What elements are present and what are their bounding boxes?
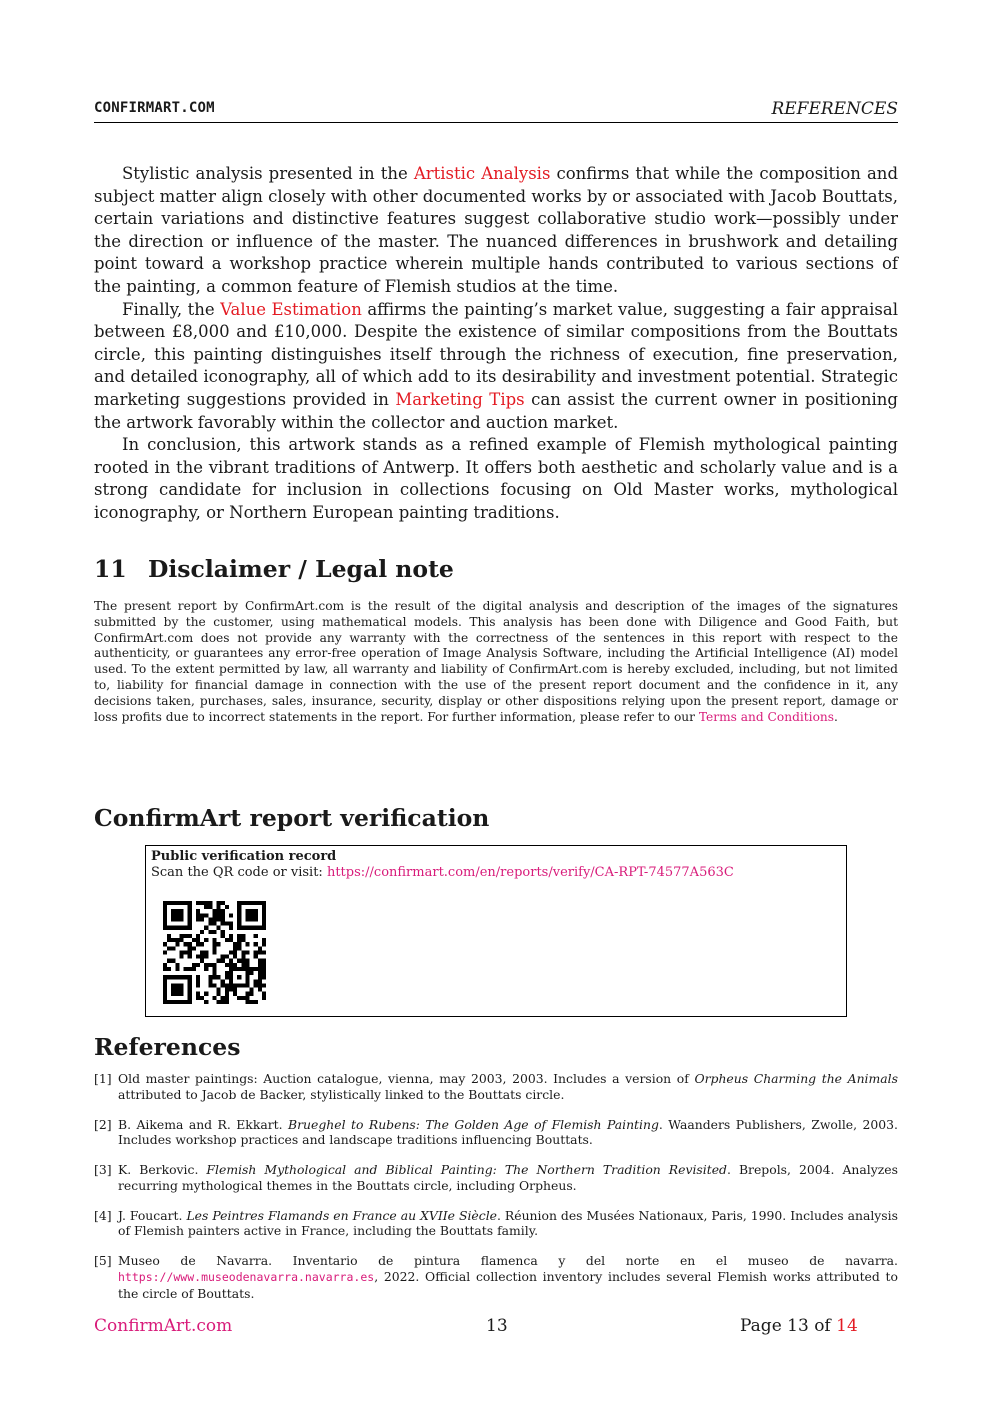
reference-text: , 2022. Official collection inventory includes several Flemish works attributed to the circle of Bouttats. bbox=[118, 1268, 898, 1301]
paragraph-text: can assist the current owner in positioning the artwork favorably within the collector and auction market. bbox=[94, 389, 898, 432]
reference-index: [2] bbox=[94, 1116, 112, 1132]
qr-code-icon[interactable] bbox=[163, 901, 266, 1004]
paragraph-value bbox=[94, 299, 898, 435]
verification-box-title: Public verification record bbox=[151, 849, 337, 864]
reference-title: Orpheus Charming the Animals bbox=[694, 1071, 898, 1086]
reference-item bbox=[94, 1208, 898, 1239]
scan-text: Scan the QR code or visit: bbox=[151, 865, 327, 880]
reference-index: [1] bbox=[94, 1071, 112, 1086]
marketing-tips-link[interactable]: Marketing Tips bbox=[395, 389, 525, 409]
verification-heading: ConfirmArt report verification bbox=[94, 804, 490, 832]
reference-text: attributed to Jacob de Backer, stylistically linked to the Bouttats circle. bbox=[118, 1086, 565, 1102]
paragraph-text: Finally, the bbox=[122, 299, 221, 319]
header-logo: CONFIRMART.COM bbox=[94, 100, 215, 116]
reference-list bbox=[94, 1071, 898, 1315]
reference-title: Flemish Mythological and Biblical Painting: The Northern Tradition Revisited bbox=[206, 1162, 727, 1178]
reference-text: K. Berkovic. bbox=[118, 1162, 207, 1178]
references-heading: References bbox=[94, 1033, 241, 1061]
reference-text: Museo de Navarra. Inventario de pintura flamenca y del norte en el museo de navarra. bbox=[118, 1253, 898, 1269]
reference-item bbox=[94, 1117, 898, 1148]
last-page-link[interactable]: 14 bbox=[836, 1316, 858, 1336]
footer-page-number: 13 bbox=[486, 1316, 508, 1336]
reference-index: [3] bbox=[94, 1162, 112, 1178]
disclaimer-heading bbox=[94, 555, 454, 583]
paragraph-text: Stylistic analysis presented in the bbox=[122, 164, 414, 183]
page-label: Page 13 of bbox=[740, 1316, 837, 1336]
section-title: Disclaimer / Legal note bbox=[148, 555, 454, 583]
reference-text: . Réunion des Musées Nationaux, Paris, 1990. Includes analysis of Flemish painters active in France, including the Bouttats family. bbox=[118, 1207, 898, 1239]
reference-text: Old master paintings: Auction catalogue, vienna, may 2003, 2003. Includes a version of bbox=[118, 1071, 695, 1086]
reference-text: B. Aikema and R. Ekkart. bbox=[118, 1116, 288, 1132]
paragraph-conclusion: In conclusion, this artwork stands as a refined example of Flemish mythological painting rooted in the vibrant traditions of Antwerp. It offers both aesthetic and scholarly value and is a strong candidate for inclusion in collections focusing on Old Master works, mythological iconography, or Northern European painting traditions. bbox=[94, 435, 898, 522]
museo-navarra-url-link[interactable]: https://www.museodenavarra.navarra.es bbox=[118, 1269, 375, 1284]
reference-text: J. Foucart. bbox=[118, 1207, 187, 1223]
reference-text: . Brepols, 2004. Analyzes recurring mythological themes in the Bouttats circle, including Orpheus. bbox=[118, 1162, 898, 1193]
verification-instructions bbox=[151, 865, 734, 880]
header-section-title: REFERENCES bbox=[771, 99, 898, 119]
value-estimation-link[interactable]: Value Estimation bbox=[220, 299, 362, 319]
footer-page-count bbox=[740, 1316, 858, 1336]
artistic-analysis-link[interactable]: Artistic Analysis bbox=[413, 164, 551, 183]
reference-title: Les Peintres Flamands en France au XVIIe Siècle bbox=[186, 1207, 497, 1223]
reference-text: . Waanders Publishers, Zwolle, 2003. Includes workshop practices and landscape traditions influencing Bouttats. bbox=[118, 1116, 898, 1148]
header-divider bbox=[94, 122, 898, 123]
reference-index: [4] bbox=[94, 1207, 112, 1223]
paragraph-text: confirms that while the composition and subject matter align closely with other documented works by or associated with Jacob Bouttats, certain variations and distinctive features suggest collaborative studio work—possibly under the direction or influence of the master. The nuanced differences in brushwork and detailing point toward a workshop practice wherein multiple hands contributed to various sections of the painting, a common feature of Flemish studios at the time. bbox=[94, 164, 899, 296]
disclaimer-end: . bbox=[834, 709, 838, 724]
verification-url-link[interactable]: https://confirmart.com/en/reports/verify/CA-RPT-74577A563C bbox=[326, 865, 734, 880]
paragraph-text: affirms the painting’s market value, suggesting a fair appraisal between £8,000 and £10,000. Despite the existence of similar compositions from the Bouttats circle, this painting distinguishes itself through the richness of execution, fine preservation, and detailed iconography, all of which add to its desirability and investment potential. Strategic marketing suggestions provided in bbox=[94, 299, 898, 409]
footer-site-link[interactable]: ConfirmArt.com bbox=[94, 1316, 233, 1336]
disclaimer-text bbox=[94, 599, 898, 725]
disclaimer-body: The present report by ConfirmArt.com is the result of the digital analysis and description of the images of the signatures submitted by the customer, using mathematical models. This analysis has been done with Diligence and Good Faith, but ConfirmArt.com does not provide any warranty with the correctness of the sentences in this report with respect to the authenticity, or guarantees any error-free operation of Image Analysis Software, including the Artificial Intelligence (AI) model used. To the extent permitted by law, all warranty and liability of ConfirmArt.com is hereby excluded, including, but not limited to, liability for financial damage in connection with the use of the present report document and the confidence in it, any decisions taken, purchases, sales, insurance, security, display or other dispositions relying upon the present report, damage or loss profits due to incorrect statements in the report. For further information, please refer to our bbox=[94, 599, 898, 724]
terms-and-conditions-link[interactable]: Terms and Conditions bbox=[698, 709, 835, 724]
reference-item bbox=[94, 1162, 898, 1193]
conclusion-text bbox=[94, 163, 898, 525]
verification-box bbox=[145, 845, 847, 1017]
reference-index: [5] bbox=[94, 1253, 112, 1269]
reference-title: Brueghel to Rubens: The Golden Age of Flemish Painting bbox=[288, 1116, 659, 1132]
reference-item bbox=[94, 1253, 898, 1301]
reference-item bbox=[94, 1071, 898, 1102]
paragraph-stylistic bbox=[94, 163, 898, 299]
section-number: 11 bbox=[94, 555, 127, 583]
